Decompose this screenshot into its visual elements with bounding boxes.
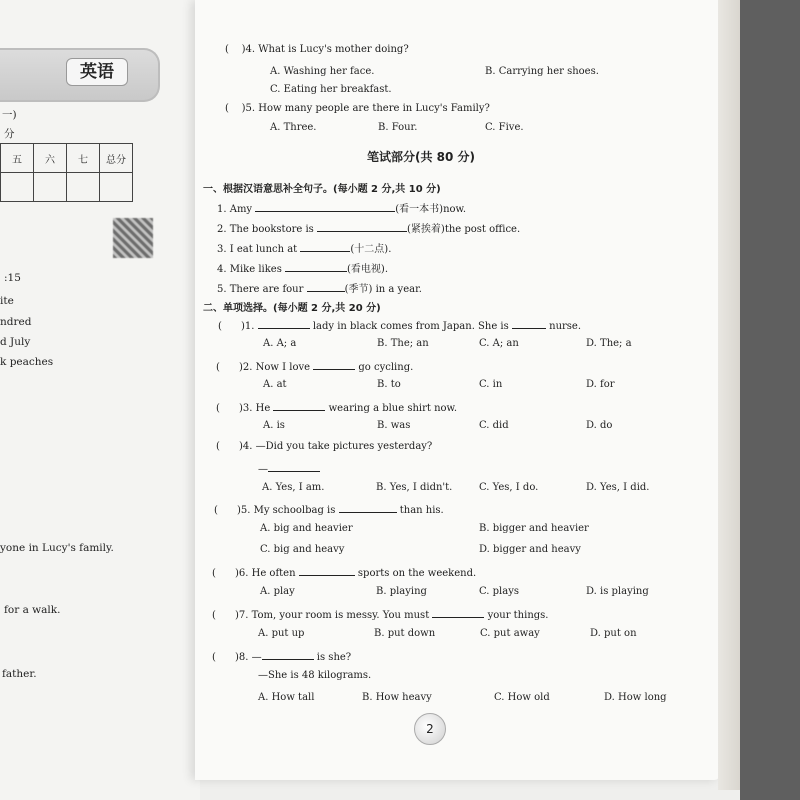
option: A. Yes, I am.: [262, 482, 325, 493]
answer-line: —: [258, 461, 320, 475]
choice-question: ( )5. My schoolbag is than his.: [214, 502, 444, 516]
option: B. playing: [376, 586, 427, 597]
section1-title: 一、根据汉语意思补全句子。(每小题 2 分,共 10 分): [203, 184, 441, 195]
option: A. How tall: [258, 692, 315, 703]
choice-question: ( )8. — is she?: [212, 649, 351, 663]
option: C. plays: [479, 586, 519, 597]
left-line: for a walk.: [4, 604, 61, 616]
left-line: d July: [0, 336, 31, 348]
subject-label: 英语: [66, 58, 128, 86]
question-text: )5. How many people are there in Lucy's Family?: [241, 103, 490, 114]
choice-question: ( )7. Tom, your room is messy. You must your things.: [212, 607, 548, 621]
page-number: 2: [414, 713, 446, 745]
page-edge: [718, 0, 740, 790]
option: C. A; an: [479, 338, 519, 349]
option: C. Five.: [485, 122, 524, 133]
option: C. in: [479, 379, 503, 390]
option: D. put on: [590, 628, 637, 639]
written-section-heading: 笔试部分(共 80 分): [367, 150, 476, 164]
answer-line: —She is 48 kilograms.: [258, 670, 372, 681]
option: C. did: [479, 420, 509, 431]
subject-tab: [0, 48, 160, 102]
option: C. Yes, I do.: [479, 482, 539, 493]
choice-question: ( )1. lady in black comes from Japan. She is nurse.: [218, 318, 581, 332]
choice-question: ( )6. He often sports on the weekend.: [212, 565, 476, 579]
option: B. The; an: [377, 338, 429, 349]
option: D. Yes, I did.: [586, 482, 650, 493]
option: B. was: [377, 420, 411, 431]
left-line: k peaches: [0, 356, 54, 368]
main-page: [195, 0, 720, 780]
option: A. A; a: [263, 338, 297, 349]
option: B. put down: [374, 628, 436, 639]
option: A. Washing her face.: [270, 66, 375, 77]
option: A. play: [260, 586, 295, 597]
option: B. Four.: [378, 122, 418, 133]
option: C. Eating her breakfast.: [270, 84, 392, 95]
option: A. put up: [258, 628, 305, 639]
question-text: )4. What is Lucy's mother doing?: [241, 44, 409, 55]
option: B. How heavy: [362, 692, 432, 703]
fill-item: 3. I eat lunch at (十二点).: [217, 240, 391, 255]
fill-item: 1. Amy (看一本书)now.: [217, 200, 466, 215]
left-line: ndred: [0, 316, 32, 328]
bracket-mark: 一): [2, 109, 17, 121]
fill-item: 2. The bookstore is (紧挨着)the post office.: [217, 220, 520, 235]
option: B. Carrying her shoes.: [485, 66, 599, 77]
qr-code-image: [113, 218, 153, 258]
left-line: father.: [2, 668, 37, 680]
choice-question: ( )3. He wearing a blue shirt now.: [216, 400, 457, 414]
option: D. do: [586, 420, 613, 431]
fill-item: 4. Mike likes (看电视).: [217, 260, 388, 275]
score-col-6: 六: [34, 144, 67, 173]
option: A. big and heavier: [260, 523, 353, 534]
option: A. Three.: [270, 122, 317, 133]
option: A. at: [263, 379, 287, 390]
option: C. How old: [494, 692, 550, 703]
score-col-5: 五: [1, 144, 34, 173]
score-total: 总分: [100, 144, 133, 173]
option: D. The; a: [586, 338, 632, 349]
option: B. Yes, I didn't.: [376, 482, 453, 493]
option: C. big and heavy: [260, 544, 345, 555]
left-line: yone in Lucy's family.: [0, 542, 114, 554]
option: D. bigger and heavy: [479, 544, 581, 555]
left-line: ite: [0, 295, 14, 307]
option: B. bigger and heavier: [479, 523, 589, 534]
left-page: [0, 0, 200, 800]
choice-question: ( )2. Now I love go cycling.: [216, 359, 413, 373]
option: C. put away: [480, 628, 540, 639]
option: D. How long: [604, 692, 667, 703]
option: B. to: [377, 379, 401, 390]
left-line: :15: [4, 272, 21, 284]
option: D. is playing: [586, 586, 649, 597]
option: A. is: [263, 420, 285, 431]
fill-item: 5. There are four (季节) in a year.: [217, 280, 422, 295]
score-table: [0, 143, 133, 202]
section2-title: 二、单项选择。(每小题 2 分,共 20 分): [203, 303, 381, 314]
score-label: 分: [4, 128, 15, 140]
score-col-7: 七: [67, 144, 100, 173]
option: D. for: [586, 379, 615, 390]
choice-question: ( )4. —Did you take pictures yesterday?: [216, 441, 433, 452]
